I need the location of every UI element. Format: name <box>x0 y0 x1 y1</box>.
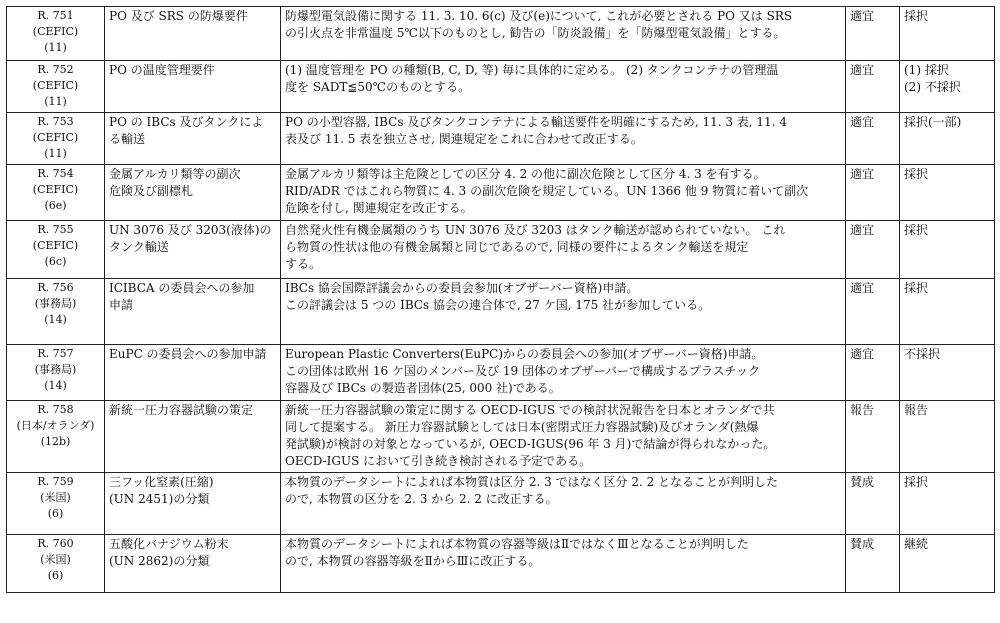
result <box>900 61 995 113</box>
proposal-description <box>281 61 846 113</box>
proposer: (日本/オランダ) <box>16 419 95 432</box>
proposal-title-line: (UN 2451)の分類 <box>109 492 210 506</box>
proposal-description-line: 防爆型電気設備に関する 11. 3. 10. 6(c) 及び(e)について, これが必要とされる PO 又は SRS <box>285 9 793 23</box>
evaluation: 賛成 <box>846 535 900 593</box>
proposal-title-line: 申請 <box>109 298 134 312</box>
proposal-title <box>105 401 281 473</box>
proposer: (CEFIC) <box>32 131 79 144</box>
paragraph-ref: (6e) <box>44 199 67 212</box>
table-row <box>7 279 995 345</box>
proposal-number: R. 760 <box>37 537 74 550</box>
paragraph-ref: (14) <box>44 379 67 392</box>
evaluation: 賛成 <box>846 473 900 535</box>
proposal-title-line: 三フッ化窒素(圧縮) <box>109 475 214 489</box>
paragraph-ref: (11) <box>44 147 67 160</box>
proposal-title-line: 危険及び副標札 <box>109 184 194 198</box>
proposal-number: R. 754 <box>37 167 74 180</box>
proposal-description-line: 本物質のデータシートによれば本物質は区分 2. 3 ではなく区分 2. 2 となることが判明した <box>285 475 779 489</box>
proposal-id-cell <box>7 7 105 61</box>
proposer: (CEFIC) <box>32 79 79 92</box>
proposal-title <box>105 113 281 165</box>
proposal-description-line: 同して提案する。 新圧力容器試験としては日本(密閉式圧力容器試験)及びオランダ(熱爆 <box>285 420 759 434</box>
proposal-description <box>281 535 846 593</box>
proposal-title <box>105 7 281 61</box>
proposal-id-cell <box>7 401 105 473</box>
evaluation: 適宜 <box>846 165 900 221</box>
proposal-number: R. 755 <box>37 223 74 236</box>
evaluation: 適宜 <box>846 61 900 113</box>
proposal-id-cell <box>7 345 105 401</box>
result-line: 継続 <box>904 537 929 551</box>
proposal-title-line: 金属アルカリ類等の副次 <box>109 167 241 181</box>
proposal-id-cell <box>7 165 105 221</box>
proposal-description <box>281 401 846 473</box>
table-row <box>7 113 995 165</box>
paragraph-ref: (11) <box>44 95 67 108</box>
proposal-title-line: ICIBCA の委員会への参加 <box>109 281 255 295</box>
table-row <box>7 61 995 113</box>
evaluation: 適宜 <box>846 345 900 401</box>
proposal-description-line: IBCs 協会国際評議会からの委員会参加(オブザーバー資格)申請。 <box>285 281 639 295</box>
table-row <box>7 7 995 61</box>
proposal-description-line: PO の小型容器, IBCs 及びタンクコンテナによる輸送要件を明確にするため, 11. 3 表, 11. 4 <box>285 115 787 129</box>
proposal-number: R. 757 <box>37 347 74 360</box>
proposal-id-cell <box>7 61 105 113</box>
proposal-description-line: ので, 本物質の区分を 2. 3 から 2. 2 に改正する。 <box>285 492 558 506</box>
proposal-title <box>105 165 281 221</box>
proposal-title-line: EuPC の委員会への参加申請 <box>109 347 267 361</box>
paragraph-ref: (14) <box>44 313 67 326</box>
result <box>900 165 995 221</box>
result-line: (1) 採択 <box>904 63 949 77</box>
table-row <box>7 473 995 535</box>
result <box>900 113 995 165</box>
proposals-table <box>6 6 995 593</box>
table-row <box>7 345 995 401</box>
result-line: (2) 不採択 <box>904 80 961 94</box>
proposal-title <box>105 221 281 279</box>
result-line: 採択 <box>904 223 929 237</box>
result <box>900 401 995 473</box>
table-row <box>7 401 995 473</box>
proposal-description <box>281 345 846 401</box>
proposal-description <box>281 113 846 165</box>
proposal-title <box>105 473 281 535</box>
proposer: (事務局) <box>34 297 77 310</box>
proposal-title-line: PO 及び SRS の防爆要件 <box>109 9 248 23</box>
proposer: (事務局) <box>34 363 77 376</box>
result-line: 不採択 <box>904 347 941 361</box>
proposals-table-body <box>7 7 995 593</box>
proposal-title-line: 五酸化バナジウム粉末 <box>109 537 229 551</box>
proposal-title <box>105 61 281 113</box>
paragraph-ref: (11) <box>44 41 67 54</box>
proposal-number: R. 756 <box>37 281 74 294</box>
result <box>900 279 995 345</box>
proposal-number: R. 753 <box>37 115 74 128</box>
proposal-description-line: 危険を付し, 関連規定を改正する。 <box>285 201 473 215</box>
proposer: (米国) <box>40 553 71 566</box>
proposal-id-cell <box>7 535 105 593</box>
proposal-description-line: 本物質のデータシートによれば本物質の容器等級はⅡではなくⅢとなることが判明した <box>285 537 749 551</box>
proposal-description-line: この評議会は 5 つの IBCs 協会の連合体で, 27 ケ国, 175 社が参加している。 <box>285 298 711 312</box>
proposal-description-line: この団体は欧州 16 ケ国のメンバー及び 19 団体のオブザーバーで構成するプラスチック <box>285 364 761 378</box>
result-line: 採択 <box>904 475 929 489</box>
proposal-description-line: 自然発火性有機金属類のうち UN 3076 及び 3203 はタンク輸送が認められていない。 これ <box>285 223 786 237</box>
proposal-description-line: 金属アルカリ類等は主危険としての区分 4. 2 の他に副次危険として区分 4. 3 を有する。 <box>285 167 766 181</box>
proposal-description-line: ら物質の性状は他の有機金属類と同じであるので, 同様の要件によるタンク輸送を規定 <box>285 240 749 254</box>
paragraph-ref: (6c) <box>44 255 67 268</box>
proposal-description-line: 表及び 11. 5 表を独立させ, 関連規定をこれに合わせて改正する。 <box>285 132 643 146</box>
table-row <box>7 221 995 279</box>
proposal-description-line: する。 <box>285 257 322 271</box>
proposal-description-line: の引火点を非常温度 5℃以下のものとし, 勧告の「防炎設備」を「防爆型電気設備」とする。 <box>285 26 786 40</box>
result-line: 採択(一部) <box>904 115 962 129</box>
proposal-title-line: 新統一圧力容器試験の策定 <box>109 403 254 417</box>
proposal-description-line: 新統一圧力容器試験の策定に関する OECD-IGUS での検討状況報告を日本とオランダで共 <box>285 403 775 417</box>
proposal-description-line: 発試験)が検討の対象となっているが, OECD-IGUS(96 年 3 月)で結論が得られなかった。 <box>285 437 776 451</box>
proposer: (CEFIC) <box>32 25 79 38</box>
result <box>900 221 995 279</box>
table-row <box>7 165 995 221</box>
proposal-description-line: 度を SADT≦50℃のものとする。 <box>285 80 471 94</box>
proposal-description <box>281 7 846 61</box>
result-line: 採択 <box>904 167 929 181</box>
proposal-description-line: European Plastic Converters(EuPC)からの委員会への参加(オブザーバー資格)申請。 <box>285 347 764 361</box>
proposal-description <box>281 165 846 221</box>
proposal-description <box>281 473 846 535</box>
result <box>900 7 995 61</box>
result-line: 採択 <box>904 281 929 295</box>
result-line: 採択 <box>904 9 929 23</box>
result <box>900 345 995 401</box>
evaluation: 適宜 <box>846 7 900 61</box>
proposal-id-cell <box>7 113 105 165</box>
proposal-number: R. 751 <box>37 9 74 22</box>
evaluation: 適宜 <box>846 113 900 165</box>
proposal-title <box>105 345 281 401</box>
proposal-description-line: 容器及び IBCs の製造者団体(25, 000 社)である。 <box>285 381 561 395</box>
proposal-title-line: UN 3076 及び 3203(液体)の <box>109 223 272 237</box>
paragraph-ref: (6) <box>47 507 64 520</box>
proposal-description-line: ので, 本物質の容器等級をⅡからⅢに改正する。 <box>285 554 541 568</box>
proposal-title-line: PO の温度管理要件 <box>109 63 215 77</box>
result <box>900 535 995 593</box>
paragraph-ref: (12b) <box>40 435 71 448</box>
table-row <box>7 535 995 593</box>
proposer: (CEFIC) <box>32 183 79 196</box>
proposal-number: R. 752 <box>37 63 74 76</box>
proposal-description <box>281 279 846 345</box>
paragraph-ref: (6) <box>47 569 64 582</box>
evaluation: 適宜 <box>846 221 900 279</box>
proposal-number: R. 758 <box>37 403 74 416</box>
proposal-description-line: RID/ADR ではこれら物質に 4. 3 の副次危険を規定している。UN 1366 他 9 物質に着いて副次 <box>285 184 809 198</box>
evaluation: 適宜 <box>846 279 900 345</box>
proposal-title-line: PO の IBCs 及びタンクによ <box>109 115 264 129</box>
result-line: 報告 <box>904 403 929 417</box>
proposal-title-line: (UN 2862)の分類 <box>109 554 210 568</box>
evaluation: 報告 <box>846 401 900 473</box>
proposal-title-line: タンク輸送 <box>109 240 169 254</box>
proposal-description <box>281 221 846 279</box>
proposal-title <box>105 535 281 593</box>
proposal-description-line: OECD-IGUS において引き続き検討される予定である。 <box>285 454 592 468</box>
proposer: (CEFIC) <box>32 239 79 252</box>
proposal-id-cell <box>7 473 105 535</box>
proposal-id-cell <box>7 221 105 279</box>
proposal-title <box>105 279 281 345</box>
proposal-id-cell <box>7 279 105 345</box>
result <box>900 473 995 535</box>
proposal-title-line: る輸送 <box>109 132 146 146</box>
proposal-description-line: (1) 温度管理を PO の種類(B, C, D, 等) 毎に具体的に定める。 (2) タンクコンテナの管理温 <box>285 63 779 77</box>
proposal-number: R. 759 <box>37 475 74 488</box>
proposer: (米国) <box>40 491 71 504</box>
